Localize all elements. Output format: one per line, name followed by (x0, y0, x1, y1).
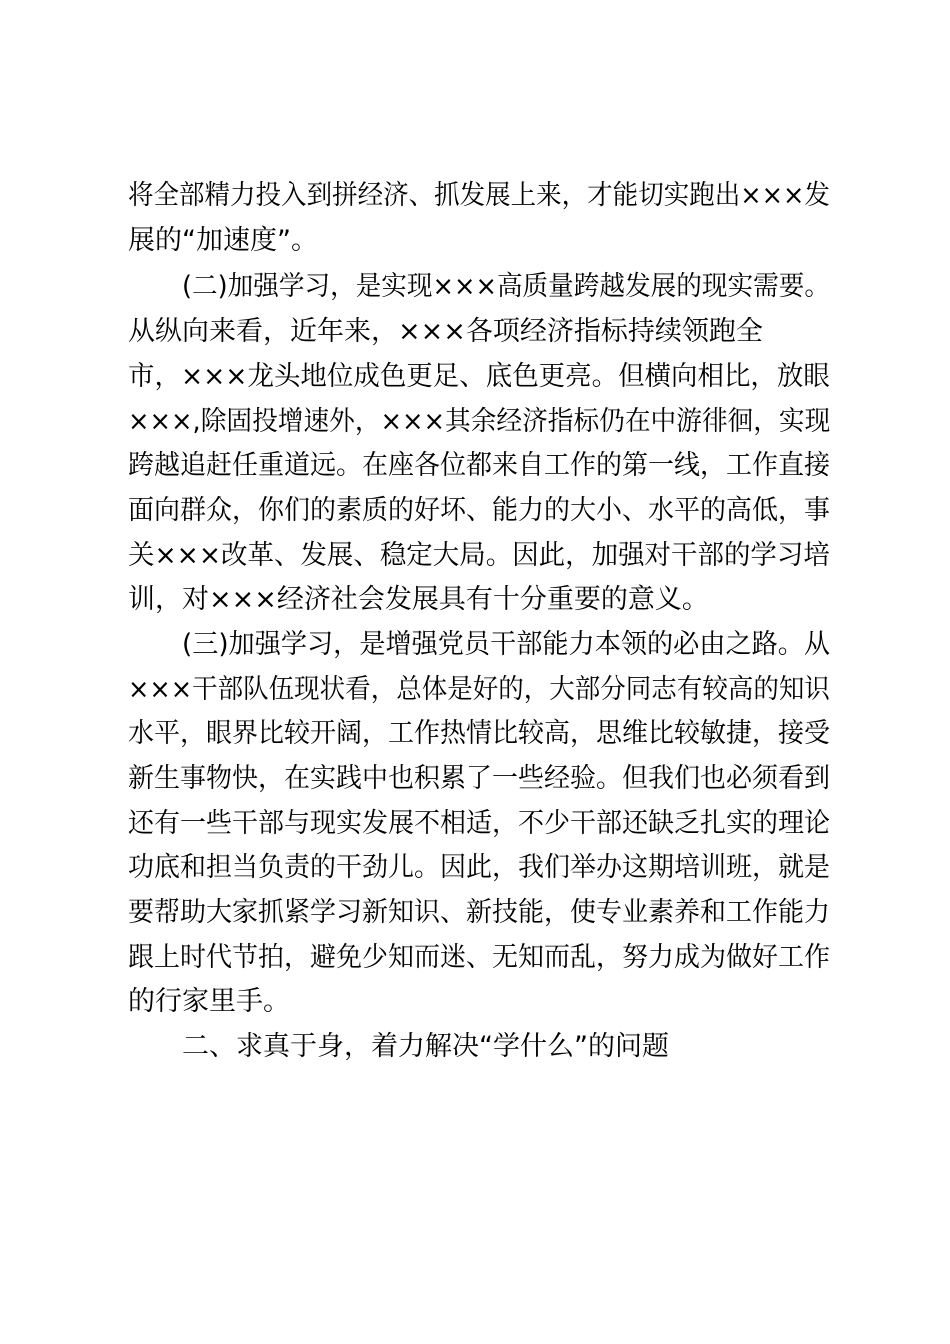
text-line: 还有一些干部与现实发展不相适，不少干部还缺乏扎实的理论 (128, 808, 831, 839)
text-line: ×××干部队伍现状看，总体是好的，大部分同志有较高的知识 (128, 674, 830, 705)
text-line: 从纵向来看，近年来，×××各项经济指标持续领跑全 (128, 316, 763, 347)
text-line: 展的“加速度”。 (128, 225, 318, 256)
text-line: 要帮助大家抓紧学习新知识、新技能，使专业素养和工作能力 (128, 897, 831, 928)
paragraph-heading-3: (三)加强学习，是增强党员干部能力本领的必由之路。从 (182, 629, 831, 660)
section-heading: 二、求真于身，着力解决“学什么”的问题 (182, 1031, 669, 1062)
text-line: 市，×××龙头地位成色更足、底色更亮。但横向相比，放眼 (128, 361, 830, 392)
text-line: 新生事物快，在实践中也积累了一些经验。但我们也必须看到 (128, 763, 831, 794)
paragraph-heading-2: (二)加强学习，是实现×××高质量跨越发展的现实需要。 (182, 271, 830, 302)
text-line: 跟上时代节拍，避免少知而迷、无知而乱，努力成为做好工作 (128, 942, 831, 973)
text-line: ×××,除固投增速外，×××其余经济指标仍在中游徘徊，实现 (128, 406, 831, 437)
text-line: 的行家里手。 (128, 986, 290, 1017)
text-line: 训，对×××经济社会发展具有十分重要的意义。 (128, 584, 709, 615)
text-line: 面向群众，你们的素质的好坏、能力的大小、水平的高低，事 (128, 495, 831, 526)
text-line: 跨越追赶任重道远。在座各位都来自工作的第一线，工作直接 (128, 450, 831, 481)
text-line: 水平，眼界比较开阔，工作热情比较高，思维比较敏捷，接受 (128, 718, 831, 749)
text-line: 将全部精力投入到拼经济、抓发展上来，才能切实跑出×××发 (128, 180, 830, 211)
text-line: 功底和担当负责的干劲儿。因此，我们举办这期培训班，就是 (128, 852, 831, 883)
text-line: 关×××改革、发展、稳定大局。因此，加强对干部的学习培 (128, 540, 830, 571)
